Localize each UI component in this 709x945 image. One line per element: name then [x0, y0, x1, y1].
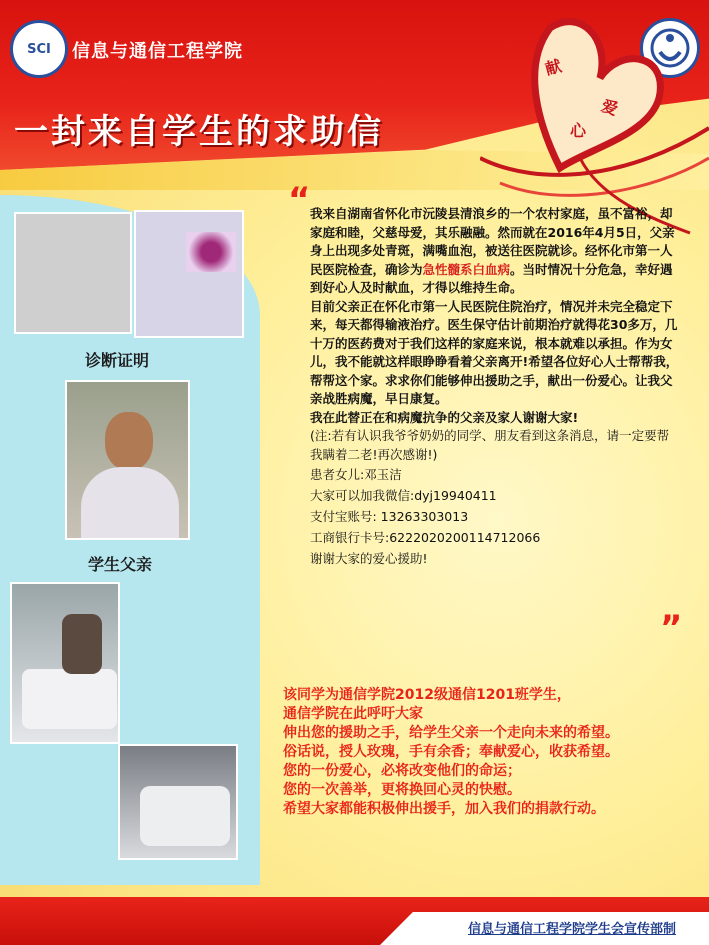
father-photo	[65, 380, 190, 540]
heart-char-2: 爱	[598, 95, 621, 120]
page-title: 一封来自学生的求助信	[14, 112, 384, 152]
father-caption: 学生父亲	[88, 555, 153, 574]
open-quote: “	[288, 180, 311, 220]
footer-credit: 信息与通信工程学院学生会宣传部制	[468, 922, 677, 937]
heart-char-1: 献	[543, 56, 564, 79]
person-shape	[62, 614, 102, 674]
letter-text: 我来自湖南省怀化市沅陵县清浪乡的一个农村家庭，虽不富裕，却家庭和睦，父慈母爱，其乐融融。然而就在2016年4月5日，父亲身上出现多处青斑，满嘴血泡，被送往医院就诊。经怀化市第一人民医院检查，确诊为	[310, 206, 675, 277]
school-name: 信息与通信工程学院	[72, 41, 243, 62]
appeal-line: 该同学为通信学院2012级通信1201班学生，	[283, 687, 571, 703]
diagnosis-photo-1	[14, 212, 132, 334]
appeal-line: 通信学院在此呼吁大家	[283, 706, 423, 722]
letter-signature: 患者女儿:邓玉洁	[310, 467, 402, 482]
appeal-line: 您的一次善举，更将换回心灵的快慰。	[283, 782, 521, 798]
letter-text: 。当时情况十分危急，幸好遇到好心人及时献血，才得以维持生命。	[310, 261, 673, 295]
letter-note: (注:若有认识我爷爷奶奶的同学、朋友看到这条消息，请一定要帮我瞒着二老!再次感谢!)	[310, 428, 670, 462]
letter-thanks: 谢谢大家的爱心援助!	[310, 551, 428, 566]
logo-text: SCI	[27, 41, 51, 57]
alipay-account: 支付宝账号: 13263303013	[310, 509, 469, 524]
hospital-photo-1	[10, 582, 120, 744]
bank-account: 工商银行卡号:6222020200114712066	[310, 530, 541, 545]
heart-ribbon-icon	[480, 8, 709, 238]
close-quote: ”	[660, 608, 683, 648]
letter-paragraph-3: 我在此替正在和病魔抗争的父亲及家人谢谢大家!	[310, 409, 579, 425]
blanket-shape	[140, 786, 230, 846]
heart-char-3: 心	[570, 121, 587, 140]
bed-shape	[22, 669, 117, 729]
letter-paragraph-2: 目前父亲正在怀化市第一人民医院住院治疗，情况并未完全稳定下来，每天都得输液治疗。医生保守估计前期治疗就得花30多万，几十万的医药费对于我们这样的家庭来说，根本就难以承担。作为女儿，我不能就这样眼睁睁看着父亲离开!希望各位好心人士帮帮我，帮帮这个家。求求你们能够伸出援助之手，献出一份爱心。让我父亲战胜病魔，早日康复。	[310, 298, 679, 406]
diagnosis-caption: 诊断证明	[85, 351, 150, 370]
letter-body	[310, 205, 680, 569]
appeal-line: 伸出您的援助之手，给学生父亲一个走向未来的希望。	[283, 725, 619, 741]
appeal-line: 俗话说，授人玫瑰，手有余香；奉献爱心，收获希望。	[283, 744, 619, 760]
diagnosis-photo-2	[134, 210, 244, 338]
school-logo-left	[10, 20, 68, 78]
appeal-line: 希望大家都能积极伸出援手，加入我们的捐款行动。	[283, 801, 605, 817]
gown-shape	[81, 467, 179, 540]
diagnosis-highlight: 急性髓系白血病	[422, 261, 511, 277]
wechat-contact: 大家可以加我微信:dyj19940411	[310, 488, 497, 503]
blood-smear-image	[186, 232, 236, 272]
hospital-photo-2	[118, 744, 238, 860]
face-shape	[105, 412, 153, 470]
letter-paragraph-1	[310, 205, 680, 298]
appeal-line: 您的一份爱心，必将改变他们的命运；	[283, 763, 521, 779]
appeal-block	[283, 686, 703, 819]
